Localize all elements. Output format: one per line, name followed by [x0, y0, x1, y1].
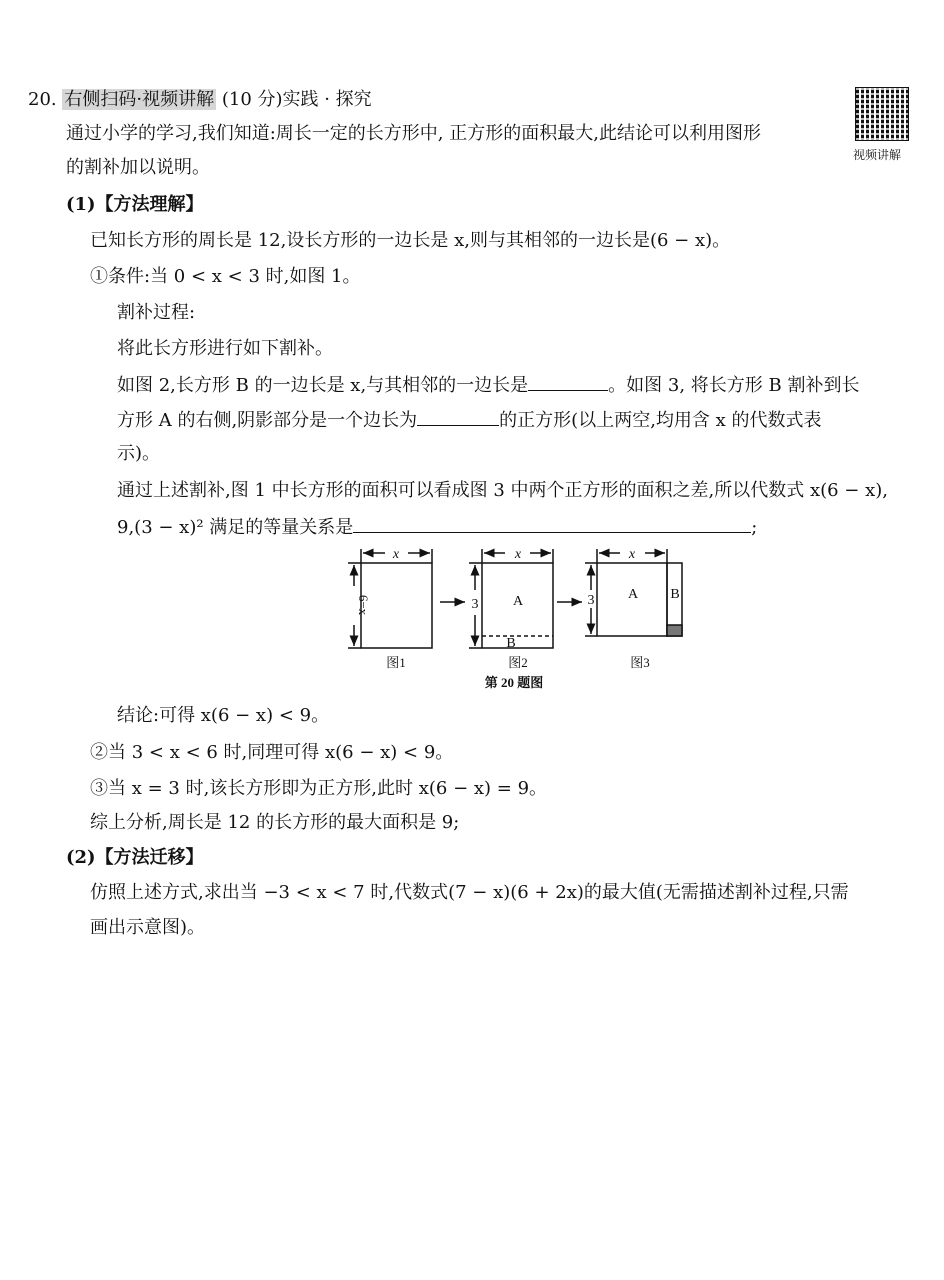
fig2-caption: 图2	[508, 655, 528, 670]
relation-line-1: 通过上述割补,图 1 中长方形的面积可以看成图 3 中两个正方形的面积之差,所以代数式 x(6 − x),	[117, 480, 888, 501]
fig3-caption: 图3	[630, 655, 650, 670]
intro-line-2: 的割补加以说明。	[66, 157, 210, 178]
condition-2: ②当 3 < x < 6 时,同理可得 x(6 − x) < 9。	[90, 742, 454, 763]
fig2-label-a: A	[512, 594, 524, 609]
part2-task-1: 仿照上述方式,求出当 −3 < x < 7 时,代数式(7 − x)(6 + 2x)的最大值(无需描述割补过程,只需	[90, 882, 849, 903]
fill-line-3: 示)。	[117, 443, 161, 464]
fig3-label-b: B	[670, 587, 680, 602]
fig2-side-label: 3	[471, 597, 479, 612]
process-label: 割补过程:	[117, 302, 196, 323]
qr-label: 视频讲解	[853, 148, 902, 162]
fig2-x-label: x	[514, 547, 522, 562]
fig1-caption: 图1	[386, 655, 406, 670]
intro-line-1: 通过小学的学习,我们知道:周长一定的长方形中, 正方形的面积最大,此结论可以利用图形	[66, 123, 761, 144]
relation-text: 9,(3 − x)² 满足的等量关系是	[117, 517, 354, 538]
question-number: 20.	[28, 89, 57, 110]
given-text: 已知长方形的周长是 12,设长方形的一边长是 x,则与其相邻的一边长是(6 − x)。	[90, 230, 731, 251]
fig3-side-label: 3	[587, 593, 595, 608]
part2-title: (2)【方法迁移】	[66, 847, 204, 868]
figure-caption: 第 20 题图	[484, 675, 544, 690]
condition-3: ③当 x = 3 时,该长方形即为正方形,此时 x(6 − x) = 9。	[90, 778, 548, 799]
summary: 综上分析,周长是 12 的长方形的最大面积是 9;	[90, 812, 460, 833]
fig2-label-b: B	[506, 636, 516, 651]
video-tag[interactable]: 右侧扫码·视频讲解	[64, 89, 215, 110]
part2-task-2: 画出示意图)。	[90, 917, 206, 938]
fill-text: 的正方形(以上两空,均用含 x 的代数式表	[499, 410, 822, 431]
process-text: 将此长方形进行如下割补。	[117, 338, 333, 359]
fill-text: 。如图 3, 将长方形 B 割补到长	[608, 375, 860, 396]
score-type: (10 分)实践 · 探究	[221, 89, 372, 110]
conclusion: 结论:可得 x(6 − x) < 9。	[117, 705, 330, 726]
shaded-square	[667, 625, 682, 636]
fill-text: 如图 2,长方形 B 的一边长是 x,与其相邻的一边长是	[117, 375, 529, 396]
fill-text: 方形 A 的右侧,阴影部分是一个边长为	[117, 410, 418, 431]
condition-1: ①条件:当 0 < x < 3 时,如图 1。	[90, 266, 361, 287]
fig3-label-a: A	[627, 587, 639, 602]
part1-title: (1)【方法理解】	[66, 194, 204, 215]
fig1-side-label: 6−x	[356, 594, 371, 616]
fig3-x-label: x	[628, 547, 636, 562]
fig1-x-label: x	[392, 547, 400, 562]
relation-end: ;	[751, 517, 758, 538]
